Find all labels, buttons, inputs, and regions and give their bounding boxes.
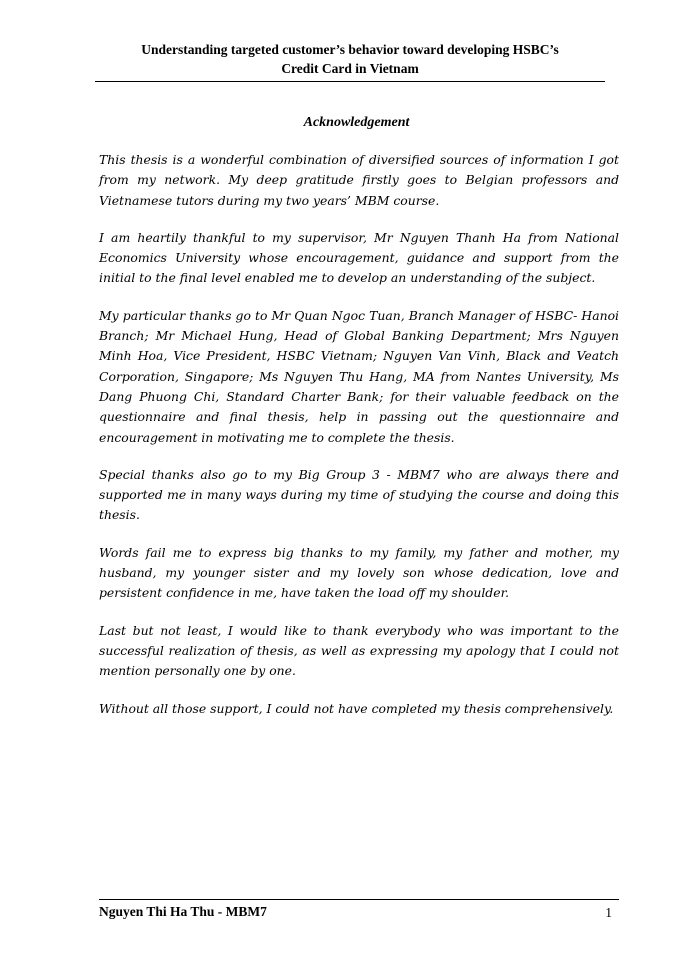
- footer-divider: [99, 899, 619, 900]
- footer-author: Nguyen Thi Ha Thu - MBM7: [99, 904, 267, 919]
- header-line-1: Understanding targeted customer’s behavior toward developing HSBC’s: [141, 42, 559, 57]
- acknowledgement-body: [99, 150, 619, 736]
- running-header: [95, 40, 605, 78]
- paragraph-network: This thesis is a wonderful combination of diversified sources of information I got from my network. My deep gratitude firstly goes to Belgian professors and Vietnamese tutors during my two years’ MBM course.: [99, 152, 619, 208]
- paragraph-closing: Without all those support, I could not have completed my thesis comprehensively.: [99, 700, 614, 716]
- paragraph-particular-thanks: My particular thanks go to Mr Quan Ngoc Tuan, Branch Manager of HSBC- Hanoi Branch; Mr Michael Hung, Head of Global Banking Department; Mrs Nguyen Minh Hoa, Vice President, HSBC Vietnam; Nguyen Van Vinh, Black and Veatch Corporation, Singapore; Ms Nguyen Thu Hang, MA from Nantes University, Ms Dang Phuong Chi, Standard Charter Bank; for their valuable feedback on the questionnaire and final thesis, help in passing out the questionnaire and encouragement in motivating me to complete the thesis.: [99, 307, 619, 445]
- paragraph-group: Special thanks also go to my Big Group 3 - MBM7 who are always there and supported me in many ways during my time of studying the course and doing this thesis.: [99, 466, 619, 523]
- paragraph-supervisor: I am heartily thankful to my supervisor, Mr Nguyen Thanh Ha from National Economics University whose encouragement, guidance and support from the initial to the final level enabled me to develop an understanding of the subject.: [99, 229, 619, 286]
- page-number: 1: [605, 905, 612, 920]
- header-line-2: Credit Card in Vietnam: [281, 61, 419, 76]
- page-title: Acknowledgement: [303, 115, 410, 130]
- paragraph-everybody: Last but not least, I would like to thank everybody who was important to the successful realization of thesis, as well as expressing my apology that I could not mention personally one by one.: [99, 622, 619, 679]
- paragraph-family: Words fail me to express big thanks to my family, my father and mother, my husband, my younger sister and my lovely son whose dedication, love and persistent confidence in me, have taken the load off my shoulder.: [99, 544, 619, 601]
- header-divider: [95, 81, 605, 82]
